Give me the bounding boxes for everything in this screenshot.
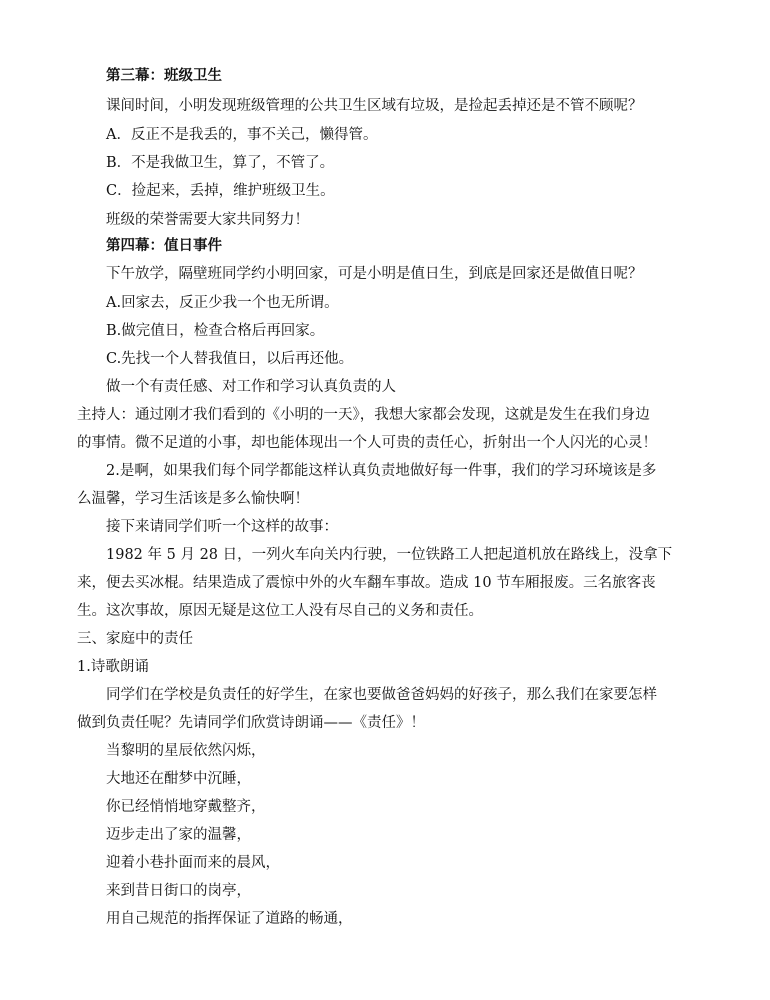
option-c: C．捡起来，丢掉，维护班级卫生。 <box>106 183 335 199</box>
poem-line: 当黎明的星辰依然闪烁， <box>106 743 266 759</box>
option-b: B．不是我做卫生，算了，不管了。 <box>106 155 335 171</box>
poem-line: 你已经悄悄地穿戴整齐， <box>106 799 266 815</box>
paragraph-line: 2.是啊，如果我们每个同学都能这样认真负责地做好每一件事，我们的学习环境该是多 <box>106 463 657 479</box>
paragraph-line: 主持人：通过刚才我们看到的《小明的一天》，我想大家都会发现，这就是发生在我们身边 <box>77 407 650 423</box>
paragraph-line: 来，便去买冰棍。结果造成了震惊中外的火车翻车事故。造成 10 节车厢报废。三名旅客丧 <box>77 575 656 591</box>
option-b: B.做完值日，检查合格后再回家。 <box>106 323 325 339</box>
paragraph-line: 同学们在学校是负责任的好学生，在家也要做爸爸妈妈的好孩子，那么我们在家要怎样 <box>106 687 657 703</box>
paragraph-line: 1982 年 5 月 28 日，一列火车向关内行驶，一位铁路工人把起道机放在路线上，没拿下 <box>106 547 673 563</box>
paragraph-line: 么温馨，学习生活该是多么愉快啊！ <box>77 491 309 507</box>
paragraph-line: 课间时间，小明发现班级管理的公共卫生区域有垃圾，是捡起丢掉还是不管不顾呢？ <box>106 98 643 114</box>
poem-line: 来到昔日街口的岗亭， <box>106 883 251 899</box>
poem-line: 迎着小巷扑面而来的晨风， <box>106 855 280 871</box>
paragraph-line: 班级的荣誉需要大家共同努力！ <box>106 212 309 228</box>
section-heading: 第四幕：值日事件 <box>106 237 222 254</box>
paragraph-line: 接下来请同学们听一个这样的故事： <box>106 519 338 535</box>
poem-line: 用自己规范的指挥保证了道路的畅通， <box>106 911 353 927</box>
paragraph-line: 下午放学，隔壁班同学约小明回家，可是小明是值日生，到底是回家还是做值日呢？ <box>106 266 643 282</box>
paragraph-line: 生。这次事故，原因无疑是这位工人没有尽自己的义务和责任。 <box>77 603 483 619</box>
section-heading: 三、家庭中的责任 <box>77 631 193 647</box>
paragraph-line: 的事情。微不足道的小事，却也能体现出一个人可贵的责任心，折射出一个人闪光的心灵！ <box>77 435 657 451</box>
paragraph-line: 做到负责任呢？先请同学们欣赏诗朗诵——《责任》！ <box>77 715 425 731</box>
paragraph-line: 做一个有责任感、对工作和学习认真负责的人 <box>106 379 396 395</box>
section-heading: 第三幕：班级卫生 <box>106 67 222 84</box>
poem-line: 大地还在酣梦中沉睡， <box>106 771 251 787</box>
subsection-heading: 1.诗歌朗诵 <box>77 659 149 675</box>
option-a: A．反正不是我丢的，事不关己，懒得管。 <box>106 127 378 143</box>
poem-line: 迈步走出了家的温馨， <box>106 827 251 843</box>
option-c: C.先找一个人替我值日，以后再还他。 <box>106 351 354 367</box>
option-a: A.回家去，反正少我一个也无所谓。 <box>106 295 339 311</box>
